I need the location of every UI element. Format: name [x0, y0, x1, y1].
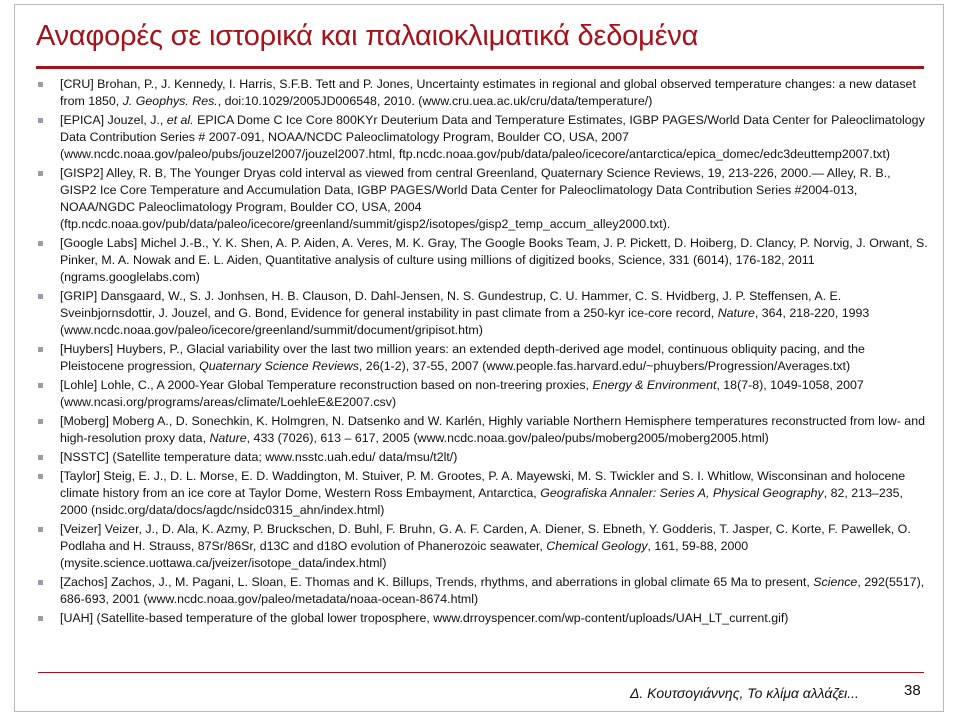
reference-item	[38, 377, 928, 411]
reference-item	[38, 449, 928, 466]
reference-text: , 161, 59-88, 2000 (mysite.science.uottawa.ca/jveizer/isotope_data/index.html)	[60, 539, 749, 570]
square-bullet-icon	[38, 616, 43, 621]
reference-item	[38, 76, 928, 110]
square-bullet-icon	[38, 383, 43, 388]
reference-text: , 433 (7026), 613 – 617, 2005 (www.ncdc.noaa.gov/paleo/pubs/moberg2005/moberg2005.html)	[246, 431, 769, 445]
reference-italic-text: J. Geophys. Res.	[122, 94, 218, 108]
reference-text: EPICA Dome C Ice Core 800KYr Deuterium Data and Temperature Estimates, IGBP PAGES/World Data Center for Paleoclimatology Data Contribution Series # 2007-091, NOAA/NCDC Paleoclimatology Program, Boulder CO, USA, 2007 (www.ncdc.noaa.gov/paleo/pubs/jouzel2007/jouzel2007.html, ftp.ncdc.noaa.gov/pub/data/paleo/icecore/antarctica/epica_domec/edc3deuttemp2007.txt)	[60, 113, 925, 161]
reference-text: [Moberg] Moberg A., D. Sonechkin, K. Holmgren, N. Datsenko and W. Karlén, Highly variable Northern Hemisphere temperatures reconstructed from low- and high-resolution proxy data,	[60, 414, 925, 445]
reference-italic-text: Chemical Geology	[546, 539, 648, 553]
reference-text: , 18(7-8), 1049-1058, 2007 (www.ncasi.org/programs/areas/climate/LoehleE&E2007.csv)	[60, 378, 864, 409]
reference-text: , 82, 213–235, 2000 (nsidc.org/data/docs/agdc/nsidc0315_ahn/index.html)	[60, 486, 903, 517]
reference-text: [GISP2] Alley, R. B, The Younger Dryas cold interval as viewed from central Greenland, Quaternary Science Reviews, 19, 213-226, 2000.— Alley, R. B., GISP2 Ice Core Temperature and Accumulation Data, IGBP PAGES/World Data Center for Paleoclimatology Data Contribution Series #2004-013, NOAA/NGDC Paleoclimatology Program, Boulder CO, USA, 2004 (ftp.ncdc.noaa.gov/pub/data/paleo/icecore/greenland/summit/gisp2/isotopes/gisp2_temp_accum_alley2000.txt).	[60, 166, 891, 231]
reference-italic-text: Nature	[717, 306, 755, 320]
reference-text: [Veizer] Veizer, J., D. Ala, K. Azmy, P. Bruckschen, D. Buhl, F. Bruhn, G. A. F. Carden, A. Diener, S. Ebneth, Y. Godderis, T. Jasper, C. Korte, F. Pawellek, O. Podlaha and H. Strauss, 87Sr/86Sr, d13C and d18O evolution of Phanerozoic seawater,	[60, 522, 911, 553]
reference-text: , 364, 218-220, 1993 (www.ncdc.noaa.gov/paleo/icecore/greenland/summit/document/gripisot.htm)	[60, 306, 870, 337]
square-bullet-icon	[38, 347, 43, 352]
reference-item	[38, 468, 928, 519]
square-bullet-icon	[38, 82, 43, 87]
reference-item	[38, 574, 928, 608]
square-bullet-icon	[38, 455, 43, 460]
reference-text: [Zachos] Zachos, J., M. Pagani, L. Sloan, E. Thomas and K. Billups, Trends, rhythms, and aberrations in global climate 65 Ma to present,	[60, 575, 814, 589]
reference-list	[38, 76, 928, 629]
square-bullet-icon	[38, 527, 43, 532]
square-bullet-icon	[38, 580, 43, 585]
reference-text: , 26(1-2), 37-55, 2007 (www.people.fas.harvard.edu/~phuybers/Progression/Averages.txt)	[358, 359, 851, 373]
reference-text: [CRU] Brohan, P., J. Kennedy, I. Harris, S.F.B. Tett and P. Jones, Uncertainty estimates in regional and global observed temperature changes: a new dataset from 1850,	[60, 77, 916, 108]
slide-title: Αναφορές σε ιστορικά και παλαιοκλιματικά δεδομένα	[36, 20, 699, 52]
square-bullet-icon	[38, 118, 43, 123]
footer-divider	[38, 672, 924, 673]
reference-text: [Taylor] Steig, E. J., D. L. Morse, E. D. Waddington, M. Stuiver, P. M. Grootes, P. A. Mayewski, M. S. Twickler and S. I. Whitlow, Wisconsinan and holocene climate history from an ice core at Taylor Dome, Western Ross Embayment, Antarctica,	[60, 469, 906, 500]
reference-item	[38, 288, 928, 339]
reference-text: [Lohle] Lohle, C., A 2000-Year Global Temperature reconstruction based on non-treering proxies,	[60, 378, 593, 392]
reference-italic-text: Science	[813, 575, 858, 589]
reference-item	[38, 235, 928, 286]
reference-text: [UAH] (Satellite-based temperature of the global lower troposphere, www.drroyspencer.com/wp-content/uploads/UAH_LT_current.gif)	[60, 611, 789, 625]
square-bullet-icon	[38, 241, 43, 246]
reference-text: , 292(5517), 686-693, 2001 (www.ncdc.noaa.gov/paleo/metadata/noaa-ocean-8674.html)	[60, 575, 925, 606]
square-bullet-icon	[38, 294, 43, 299]
title-underline	[36, 66, 924, 69]
reference-text: [NSSTC] (Satellite temperature data; www.nsstc.uah.edu/ data/msu/t2lt/)	[60, 450, 458, 464]
reference-item	[38, 610, 928, 627]
reference-item	[38, 413, 928, 447]
reference-italic-text: Quaternary Science Reviews	[199, 359, 359, 373]
reference-italic-text: Nature	[209, 431, 247, 445]
reference-italic-text: Geografiska Annaler: Series A, Physical Geography	[540, 486, 824, 500]
reference-item	[38, 341, 928, 375]
reference-item	[38, 521, 928, 572]
page-number: 38	[904, 682, 921, 699]
reference-text: [Google Labs] Michel J.-B., Y. K. Shen, A. P. Aiden, A. Veres, M. K. Gray, The Google Books Team, J. P. Pickett, D. Hoiberg, D. Clancy, P. Norvig, J. Orwant, S. Pinker, M. A. Nowak and E. L. Aiden, Quantitative analysis of culture using millions of digitized books, Science, 331 (6014), 176-182, 2011 (ngrams.googlelabs.com)	[60, 236, 928, 284]
reference-item	[38, 165, 928, 233]
reference-item	[38, 112, 928, 163]
footer-author: Δ. Κουτσογιάννης, Το κλίμα αλλάζει...	[630, 685, 859, 701]
reference-text: [GRIP] Dansgaard, W., S. J. Jonhsen, H. B. Clauson, D. Dahl-Jensen, N. S. Gundestrup, C. U. Hammer, C. S. Hvidberg, J. P. Steffensen, A. E. Sveinbjornsdottir, J. Jouzel, and G. Bond, Evidence for general instability in past climate from a 250-kyr ice-core record,	[60, 289, 842, 320]
square-bullet-icon	[38, 419, 43, 424]
reference-text: , doi:10.1029/2005JD006548, 2010. (www.cru.uea.ac.uk/cru/data/temperature/)	[217, 94, 653, 108]
reference-text: [Huybers] Huybers, P., Glacial variability over the last two million years: an extended depth-derived age model, continuous obliquity pacing, and the Pleistocene progression,	[60, 342, 865, 373]
reference-italic-text: Energy & Environment	[592, 378, 717, 392]
reference-italic-text: et al.	[166, 113, 194, 127]
reference-text: [EPICA] Jouzel, J.,	[60, 113, 167, 127]
square-bullet-icon	[38, 171, 43, 176]
square-bullet-icon	[38, 474, 43, 479]
